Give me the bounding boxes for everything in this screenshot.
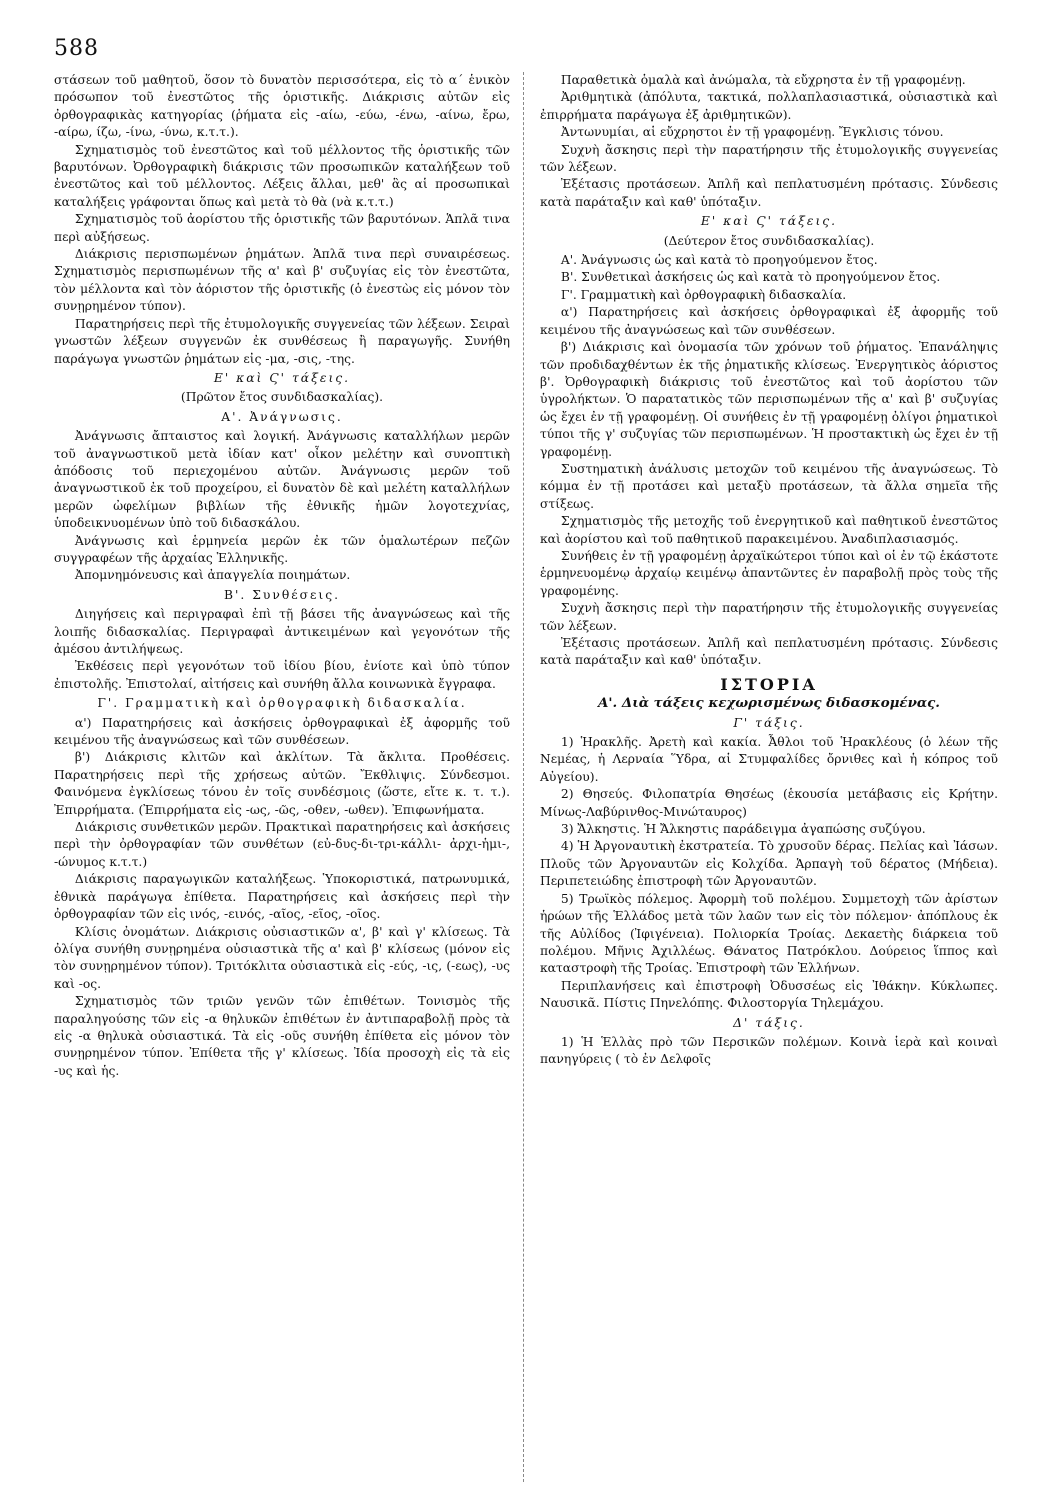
paragraph: α') Παρατηρήσεις καὶ ἀσκήσεις ὀρθογραφικαὶ ἐξ ἀφορμῆς τοῦ κειμένου τῆς ἀναγνώσεως καὶ τῶν συνθέσεων. bbox=[540, 305, 998, 337]
paragraph: 5) Τρωϊκὸς πόλεμος. Ἀφορμὴ τοῦ πολέμου. Συμμετοχὴ τῶν ἀρίστων ἡρώων τῆς Ἑλλάδος μετὰ τῶν λαῶν των εἰς τὸν πόλεμον· ἀπόπλους ἐκ τῆς Αὐλίδος (Ἰφιγένεια). Πολιορκία Τροίας. Δεκαετὴς διάρκεια τοῦ πολέμου. Μῆνις Ἀχιλλέως. Θάνατος Πατρόκλου. Δούρειος ἵππος καὶ καταστροφὴ τῆς Τροίας. Ἐπιστροφὴ τῶν Ἑλλήνων. bbox=[540, 891, 998, 976]
paragraph: β') Διάκρισις κλιτῶν καὶ ἀκλίτων. Τὰ ἄκλιτα. Προθέσεις. Παρατηρήσεις περὶ τῆς χρήσεως αὐτῶν. Ἔκθλιψις. Σύνδεσμοι. Φαινόμενα ἐγκλίσεως τόνου ἐν τοῖς συνδέσμοις (ὥστε, εἴτε κ. τ. τ.). Ἐπιρρήματα. (Ἐπιρρήματα εἰς -ως, -ῶς, -οθεν, -ωθεν). Ἐπιφωνήματα. bbox=[54, 750, 510, 817]
paragraph: Διάκρισις συνθετικῶν μερῶν. Πρακτικαὶ παρατηρήσεις καὶ ἀσκήσεις περὶ τὴν ὀρθογραφίαν τῶν συνθέτων (εὐ-δυς-δι-τρι-κάλλι- ἀρχι-ἡμι-, -ώνυμος κ.τ.τ.) bbox=[54, 820, 510, 869]
left-column bbox=[54, 72, 510, 1080]
paragraph: α') Παρατηρήσεις καὶ ἀσκήσεις ὀρθογραφικαὶ ἐξ ἀφορμῆς τοῦ κειμένου τῆς ἀναγνώσεως καὶ τῶν συνθέσεων. bbox=[54, 715, 510, 748]
paragraph: Συνήθεις ἐν τῇ γραφομένῃ ἀρχαϊκώτεροι τύποι καὶ οἱ ἐν τῷ ἑκάστοτε ἑρμηνευομένῳ ἀρχαίῳ κειμένῳ ἀπαντῶντες ἐν παραβολῇ πρὸς τοὺς τῆς γραφομένης. bbox=[540, 548, 998, 598]
subsection-heading: Γ'. Γραμματικὴ καὶ ὀρθογραφικὴ διδασκαλία. bbox=[97, 696, 467, 711]
paragraph: Α'. Ἀνάγνωσις ὡς καὶ κατὰ τὸ προηγούμενον ἔτος. bbox=[560, 253, 878, 268]
paragraph: Σχηματισμὸς τοῦ ἀορίστου τῆς ὁριστικῆς τῶν βαρυτόνων. Ἁπλᾶ τινα περὶ αὐξήσεως. bbox=[54, 212, 510, 244]
paragraph: Σχηματισμὸς τῆς μετοχῆς τοῦ ἐνεργητικοῦ καὶ παθητικοῦ ἐνεστῶτος καὶ ἀορίστου καὶ τοῦ παθητικοῦ παρακειμένου. Ἀναδιπλασιασμός. bbox=[540, 514, 998, 546]
paragraph: Παρατηρήσεις περὶ τῆς ἐτυμολογικῆς συγγενείας τῶν λέξεων. Σειραὶ γνωστῶν λέξεων συγγενῶν ἐκ συνθέσεως ἢ παραγωγῆς. Συνήθη παράγωγα γνωστῶν ῥημάτων εἰς -μα, -σις, -της. bbox=[54, 316, 510, 366]
paragraph: Ἐκθέσεις περὶ γεγονότων τοῦ ἰδίου βίου, ἐνίοτε καὶ ὑπὸ τύπον ἐπιστολῆς. Ἐπιστολαί, αἰτήσεις καὶ συνήθη ἄλλα κοινωνικὰ ἔγγραφα. bbox=[54, 659, 510, 691]
section-subheading: (Δεύτερον ἔτος συνδιδασκαλίας). bbox=[663, 233, 875, 248]
section-subheading: (Πρῶτον ἔτος συνδιδασκαλίας). bbox=[180, 390, 384, 405]
paragraph: Παραθετικὰ ὁμαλὰ καὶ ἀνώμαλα, τὰ εὔχρηστα ἐν τῇ γραφομένῃ. bbox=[560, 73, 966, 87]
page-number: 588 bbox=[54, 36, 99, 61]
paragraph: Διάκρισις παραγωγικῶν καταλήξεως. Ὑποκοριστικά, πατρωνυμικά, ἐθνικὰ παράγωγα ἐπίθετα. Παρατηρήσεις καὶ ἀσκήσεις περὶ τὴν ὀρθογραφίαν τῶν εἰς ινός, -εινός, -αῖος, -εῖος, -οῖος. bbox=[54, 872, 510, 922]
paragraph: Περιπλανήσεις καὶ ἐπιστροφὴ Ὀδυσσέως εἰς Ἰθάκην. Κύκλωπες. Ναυσικᾶ. Πίστις Πηνελόπης. Φιλοστοργία Τηλεμάχου. bbox=[540, 978, 998, 1011]
paragraph: Συστηματικὴ ἀνάλυσις μετοχῶν τοῦ κειμένου τῆς ἀναγνώσεως. Τὸ κόμμα ἐν τῇ προτάσει καὶ μεταξὺ προτάσεων, τὰ ἄλλα σημεῖα τῆς στίξεως. bbox=[540, 461, 998, 511]
paragraph: Β'. Συνθετικαὶ ἀσκήσεις ὡς καὶ κατὰ τὸ προηγούμενον ἔτος. bbox=[560, 270, 941, 285]
paragraph: Ἐξέτασις προτάσεων. Ἁπλῆ καὶ πεπλατυσμένη πρότασις. Σύνδεσις κατὰ παράταξιν καὶ καθ' ὑπόταξιν. bbox=[540, 177, 998, 209]
paragraph: στάσεων τοῦ μαθητοῦ, ὅσον τὸ δυνατὸν περισσότερα, εἰς τὸ α΄ ἑνικὸν πρόσωπον τοῦ ἐνεστῶτος τῆς ὁριστικῆς. Διάκρισις αὐτῶν εἰς ὀρθογραφικὰς κατηγορίας (ῥήματα εἰς -αίω, -εύω, -ένω, -αίνω, ἔρω, -αίρω, ίζω, -ίνω, -ύνω, κ.τ.τ.). bbox=[54, 73, 510, 140]
paragraph: 3) Ἄλκηστις. Ἡ Ἄλκηστις παράδειγμα ἀγαπώσης συζύγου. bbox=[560, 822, 926, 837]
paragraph: Κλίσις ὀνομάτων. Διάκρισις οὐσιαστικῶν α', β' καὶ γ' κλίσεως. Τὰ ὀλίγα συνήθη συνῃρημένα οὐσιαστικὰ τῆς α' καὶ β' κλίσεως (μόνον εἰς τὸν συνῃρημένον τύπον). Τριτόκλιτα οὐσιαστικὰ εἰς -εύς, -ις, (-εως), -υς καὶ -ος. bbox=[54, 924, 510, 991]
section-heading: Δ' τάξις. bbox=[733, 1015, 805, 1030]
paragraph: 1) Ἡ Ἑλλὰς πρὸ τῶν Περσικῶν πολέμων. Κοινὰ ἱερὰ καὶ κοιναὶ πανηγύρεις ( τὸ ἐν Δελφοῖς bbox=[540, 1034, 998, 1067]
paragraph: Ἀριθμητικὰ (ἀπόλυτα, τακτικά, πολλαπλασιαστικά, οὐσιαστικὰ καὶ ἐπιρρήματα παράγωγα ἐξ ἀριθμητικῶν). bbox=[540, 90, 998, 122]
paragraph: Ἀνάγνωσις καὶ ἑρμηνεία μερῶν ἐκ τῶν ὁμαλωτέρων πεζῶν συγγραφέων τῆς ἀρχαίας Ἑλληνικῆς. bbox=[54, 533, 510, 565]
paragraph: Διηγήσεις καὶ περιγραφαὶ ἐπὶ τῇ βάσει τῆς ἀναγνώσεως καὶ τῆς λοιπῆς διδασκαλίας. Περιγραφαὶ ἀντικειμένων καὶ γεγονότων τῆς ἀμέσου ἀντιλήψεως. bbox=[54, 607, 510, 656]
section-heading: Ε' καὶ Ϛ' τάξεις. bbox=[213, 370, 351, 385]
subsection-heading: Α'. Ἀνάγνωσις. bbox=[221, 409, 343, 424]
right-column bbox=[540, 72, 998, 1069]
paragraph: Ἀνάγνωσις ἄπταιστος καὶ λογική. Ἀνάγνωσις καταλλήλων μερῶν τοῦ ἀναγνωστικοῦ μετὰ ἰδίαν κατ' οἶκον μελέτην καὶ συνοπτικὴ ἀπόδοσις τοῦ περιεχομένου αὐτῶν. Ἀνάγνωσις μερῶν τοῦ ἀναγνωστικοῦ ἐκ τοῦ προχείρου, εἰ δυνατὸν δὲ καὶ μελέτη καταλλήλων μερῶν ὠφελίμων βιβλίων τῆς ἐθνικῆς ἡμῶν λογοτεχνίας, ὑποδεικνυομένων ὑπὸ τοῦ διδασκάλου. bbox=[54, 429, 510, 531]
paragraph: 1) Ἡρακλῆς. Ἀρετὴ καὶ κακία. Ἆθλοι τοῦ Ἡρακλέους (ὁ λέων τῆς Νεμέας, ἡ Λερναία Ὕδρα, αἱ Στυμφαλίδες ὄρνιθες καὶ ἡ κόπρος τοῦ Αὐγείου). bbox=[540, 735, 998, 784]
section-heading: Ε' καὶ Ϛ' τάξεις. bbox=[700, 214, 838, 229]
paragraph: Ἐξέτασις προτάσεων. Ἁπλῆ καὶ πεπλατυσμένη πρότασις. Σύνδεσις κατὰ παράταξιν καὶ καθ' ὑπόταξιν. bbox=[540, 636, 998, 668]
paragraph: Συχνὴ ἄσκησις περὶ τὴν παρατήρησιν τῆς ἐτυμολογικῆς συγγενείας τῶν λέξεων. bbox=[540, 142, 998, 175]
paragraph: Συχνὴ ἄσκησις περὶ τὴν παρατήρησιν τῆς ἐτυμολογικῆς συγγενείας τῶν λέξεων. bbox=[540, 601, 998, 633]
chapter-subtitle: Α'. Διὰ τάξεις κεχωρισμένως διδασκομένας. bbox=[598, 695, 940, 712]
paragraph: β') Διάκρισις καὶ ὀνομασία τῶν χρόνων τοῦ ῥήματος. Ἐπανάληψις τῶν προδιδαχθέντων ἐκ τῆς ῥηματικῆς κλίσεως. Ἐνεργητικὸς ἀόριστος β'. Ὀρθογραφικὴ διάκρισις τοῦ ἐνεστῶτος καὶ τοῦ ἀορίστου τῶν ὑγρολήκτων. Ὁ παρατατικὸς τῶν περισπωμένων τῆς α' καὶ β' συζυγίας ὡς ἔχει ἐν τῇ γραφομένῃ. Οἱ συνήθεις ἐν τῇ γραφομένῃ ὀλίγοι ῥηματικοὶ τύποι τῆς γ' συζυγίας τῶν περισπωμένων. Ἡ προστακτικὴ ὡς ἔχει ἐν τῇ γραφομένῃ. bbox=[540, 340, 998, 459]
paragraph: Σχηματισμὸς τοῦ ἐνεστῶτος καὶ τοῦ μέλλοντος τῆς ὁριστικῆς τῶν βαρυτόνων. Ὀρθογραφικὴ διάκρισις τῶν προσωπικῶν καταλήξεων τοῦ ἐνεστῶτος καὶ τοῦ μέλλοντος. Λέξεις ἄλλαι, μεθ' ἃς αἱ προσωπικαὶ καταλήξεις γράφονται ὅπως καὶ μετὰ τὸ θὰ (νὰ κ.τ.τ.) bbox=[54, 142, 510, 209]
paragraph: Διάκρισις περισπωμένων ῥημάτων. Ἁπλᾶ τινα περὶ συναιρέσεως. Σχηματισμὸς περισπωμένων τῆς α' καὶ β' συζυγίας εἰς τὸν ἐνεστῶτα, τὸν μέλλοντα καὶ τὸν ἀόριστον τῆς ὁριστικῆς (ὁ ἐνεστὼς εἰς μόνον τὸν συνῃρημένον τύπον). bbox=[54, 247, 510, 314]
subsection-heading: Β'. Συνθέσεις. bbox=[223, 587, 341, 602]
paragraph: 4) Ἡ Ἀργοναυτικὴ ἐκστρατεία. Τὸ χρυσοῦν δέρας. Πελίας καὶ Ἰάσων. Πλοῦς τῶν Ἀργοναυτῶν εἰς Κολχίδα. Ἁρπαγὴ τοῦ δέρατος (Μήδεια). Περιπετειώδης ἐπιστροφὴ τῶν Ἀργοναυτῶν. bbox=[540, 839, 998, 889]
column-divider bbox=[523, 72, 524, 1482]
paragraph: Ἀντωνυμίαι, αἱ εὔχρηστοι ἐν τῇ γραφομένῃ. Ἔγκλισις τόνου. bbox=[560, 125, 944, 140]
paragraph: Ἀπομνημόνευσις καὶ ἀπαγγελία ποιημάτων. bbox=[74, 568, 351, 583]
chapter-title: ΙΣΤΟΡΙΑ bbox=[720, 674, 818, 694]
paragraph: 2) Θησεύς. Φιλοπατρία Θησέως (ἑκουσία μετάβασις εἰς Κρήτην. Μίνως-Λαβύρινθος-Μινώταυρος) bbox=[540, 787, 998, 819]
paragraph: Σχηματισμὸς τῶν τριῶν γενῶν τῶν ἐπιθέτων. Τονισμὸς τῆς παραληγούσης τῶν εἰς -α θηλυκῶν ἐπιθέτων ἐν ἀντιπαραβολῇ πρὸς τὰ εἰς -α θηλυκὰ οὐσιαστικά. Τὰ εἰς -οῦς συνήθη ἐπίθετα εἰς μόνον τὸν συνῃρημένον τύπον. Ἐπίθετα τῆς γ' κλίσεως. Ἰδία προσοχὴ εἰς τὰ εἰς -υς καὶ ἡς. bbox=[54, 994, 510, 1078]
paragraph: Γ'. Γραμματικὴ καὶ ὀρθογραφικὴ διδασκαλία. bbox=[560, 287, 847, 302]
section-heading: Γ' τάξις. bbox=[733, 715, 805, 730]
